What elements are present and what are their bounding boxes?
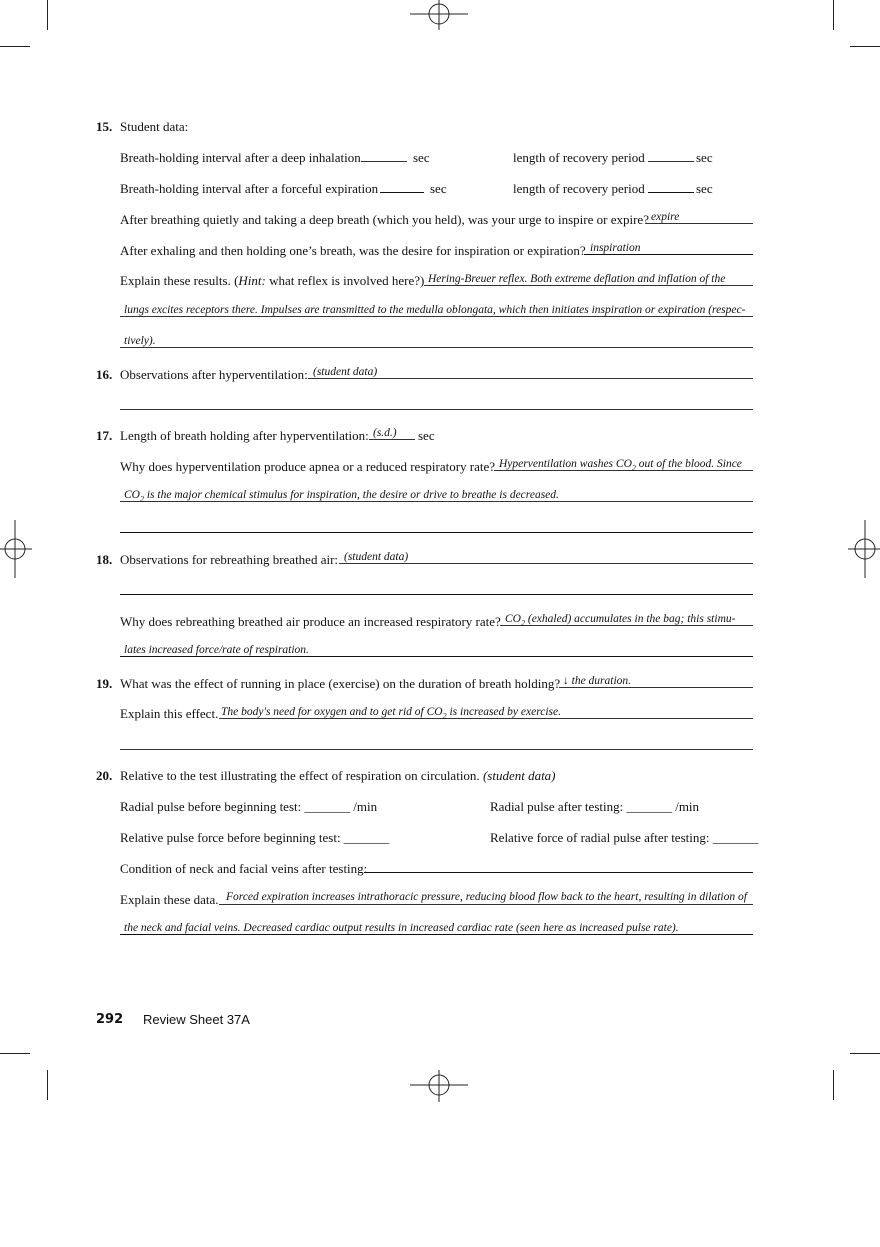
- explain-answer-1: Hering-Breuer reflex. Both extreme deflation and inflation of the: [428, 273, 726, 285]
- question-number: 17.: [96, 428, 113, 443]
- exercise-explain-line-2[interactable]: [120, 749, 753, 750]
- circulation-test-question: Relative to the test illustrating the effect of respiration on circulation. (student data): [120, 768, 556, 783]
- deep-inhalation-unit: sec: [413, 150, 430, 165]
- registration-mark-right: [846, 520, 880, 580]
- rebreathing-observations-question: Observations for rebreathing breathed air:: [120, 552, 339, 567]
- question-title: Student data:: [120, 119, 189, 134]
- explain-answer-2: lungs excites receptors there. Impulses are transmitted to the medulla oblongata, which then initiates inspiration or expiration (respec-: [124, 304, 746, 316]
- question-number: 20.: [96, 768, 113, 783]
- recovery-period-label-1: length of recovery period: [513, 150, 645, 165]
- forceful-expiration-blank[interactable]: [380, 192, 424, 193]
- apnea-answer-line-3[interactable]: [120, 532, 753, 533]
- rebreathing-observations-answer: (student data): [344, 551, 409, 563]
- exercise-explain-answer: The body's need for oxygen and to get rid of $CO_2$ is increased by exercise.: [221, 706, 561, 721]
- exercise-effect-answer: ↓ the duration.: [563, 675, 632, 687]
- question-number: 16.: [96, 367, 113, 382]
- rebreathing-question: Why does rebreathing breathed air produce an increased respiratory rate?: [120, 614, 501, 629]
- radial-pulse-after[interactable]: Radial pulse after testing: _______ /min: [490, 799, 700, 814]
- explain-answer-3: tively).: [124, 335, 156, 347]
- explain-answer-line-3[interactable]: [120, 347, 753, 348]
- recovery-period-unit-2: sec: [696, 181, 713, 196]
- circulation-explain-answer-2: the neck and facial veins. Decreased cardiac output results in increased cardiac rate (seen here as increased pulse rate).: [124, 922, 679, 934]
- hyperventilation-observations-question: Observations after hyperventilation:: [120, 367, 308, 382]
- question-number: 15.: [96, 119, 113, 134]
- exercise-explain-label: Explain this effect.: [120, 706, 219, 721]
- explain-results-label: Explain these results. (Hint: what reflex is involved here?): [120, 273, 425, 288]
- urge-answer: expire: [651, 211, 680, 223]
- question-number: 18.: [96, 552, 113, 567]
- rebreathing-answer-1: $CO_2$ (exhaled) accumulates in the bag; this stimu-: [505, 613, 736, 628]
- hyperventilation-observations-answer: (student data): [313, 366, 378, 378]
- exercise-effect-question: What was the effect of running in place (exercise) on the duration of breath holding?: [120, 676, 561, 691]
- recovery-period-blank-2[interactable]: [648, 192, 694, 193]
- registration-mark-top: [410, 0, 470, 32]
- circulation-explain-line-1[interactable]: [219, 904, 753, 905]
- radial-pulse-before[interactable]: Radial pulse before beginning test: _______ /min: [120, 799, 378, 814]
- apnea-answer-1: Hyperventilation washes $CO_2$ out of the blood. Since: [499, 458, 742, 473]
- exhale-question: After exhaling and then holding one’s breath, was the desire for inspiration or expiration?: [120, 243, 586, 258]
- neck-veins-label: Condition of neck and facial veins after testing:: [120, 861, 368, 876]
- forceful-expiration-label: Breath-holding interval after a forceful expiration: [120, 181, 379, 196]
- recovery-period-blank-1[interactable]: [648, 161, 694, 162]
- urge-question: After breathing quietly and taking a deep breath (which you held), was your urge to inspire or expire?: [120, 212, 649, 227]
- recovery-period-label-2: length of recovery period: [513, 181, 645, 196]
- deep-inhalation-blank[interactable]: [361, 161, 407, 162]
- hyperventilation-observations-line-2[interactable]: [120, 409, 753, 410]
- circulation-explain-answer-1: Forced expiration increases intrathoracic pressure, reducing blood flow back to the heart, resulting in dilation of: [226, 891, 747, 903]
- pulse-force-after[interactable]: Relative force of radial pulse after testing: _______: [490, 830, 759, 845]
- recovery-period-unit-1: sec: [696, 150, 713, 165]
- rebreathing-observations-line-2[interactable]: [120, 594, 753, 595]
- neck-veins-line[interactable]: [364, 872, 753, 873]
- exhale-answer: inspiration: [590, 242, 641, 254]
- footer-title: Review Sheet 37A: [143, 1012, 250, 1027]
- deep-inhalation-label: Breath-holding interval after a deep inhalation: [120, 150, 361, 165]
- question-number: 19.: [96, 676, 113, 691]
- apnea-answer-2: $CO_2$ is the major chemical stimulus for inspiration, the desire or drive to breathe is decreased.: [124, 489, 559, 504]
- pulse-force-before[interactable]: Relative pulse force before beginning test: _______: [120, 830, 390, 845]
- page-number: 292: [96, 1012, 124, 1027]
- breath-holding-length-unit: sec: [418, 428, 435, 443]
- registration-mark-bottom: [410, 1068, 470, 1102]
- circulation-explain-label: Explain these data.: [120, 892, 219, 907]
- registration-mark-left: [0, 520, 34, 580]
- apnea-question: Why does hyperventilation produce apnea or a reduced respiratory rate?: [120, 459, 496, 474]
- breath-holding-length-answer: (s.d.): [373, 427, 397, 439]
- forceful-expiration-unit: sec: [430, 181, 447, 196]
- rebreathing-answer-2: lates increased force/rate of respiration.: [124, 644, 309, 656]
- breath-holding-length-question: Length of breath holding after hyperventilation:: [120, 428, 369, 443]
